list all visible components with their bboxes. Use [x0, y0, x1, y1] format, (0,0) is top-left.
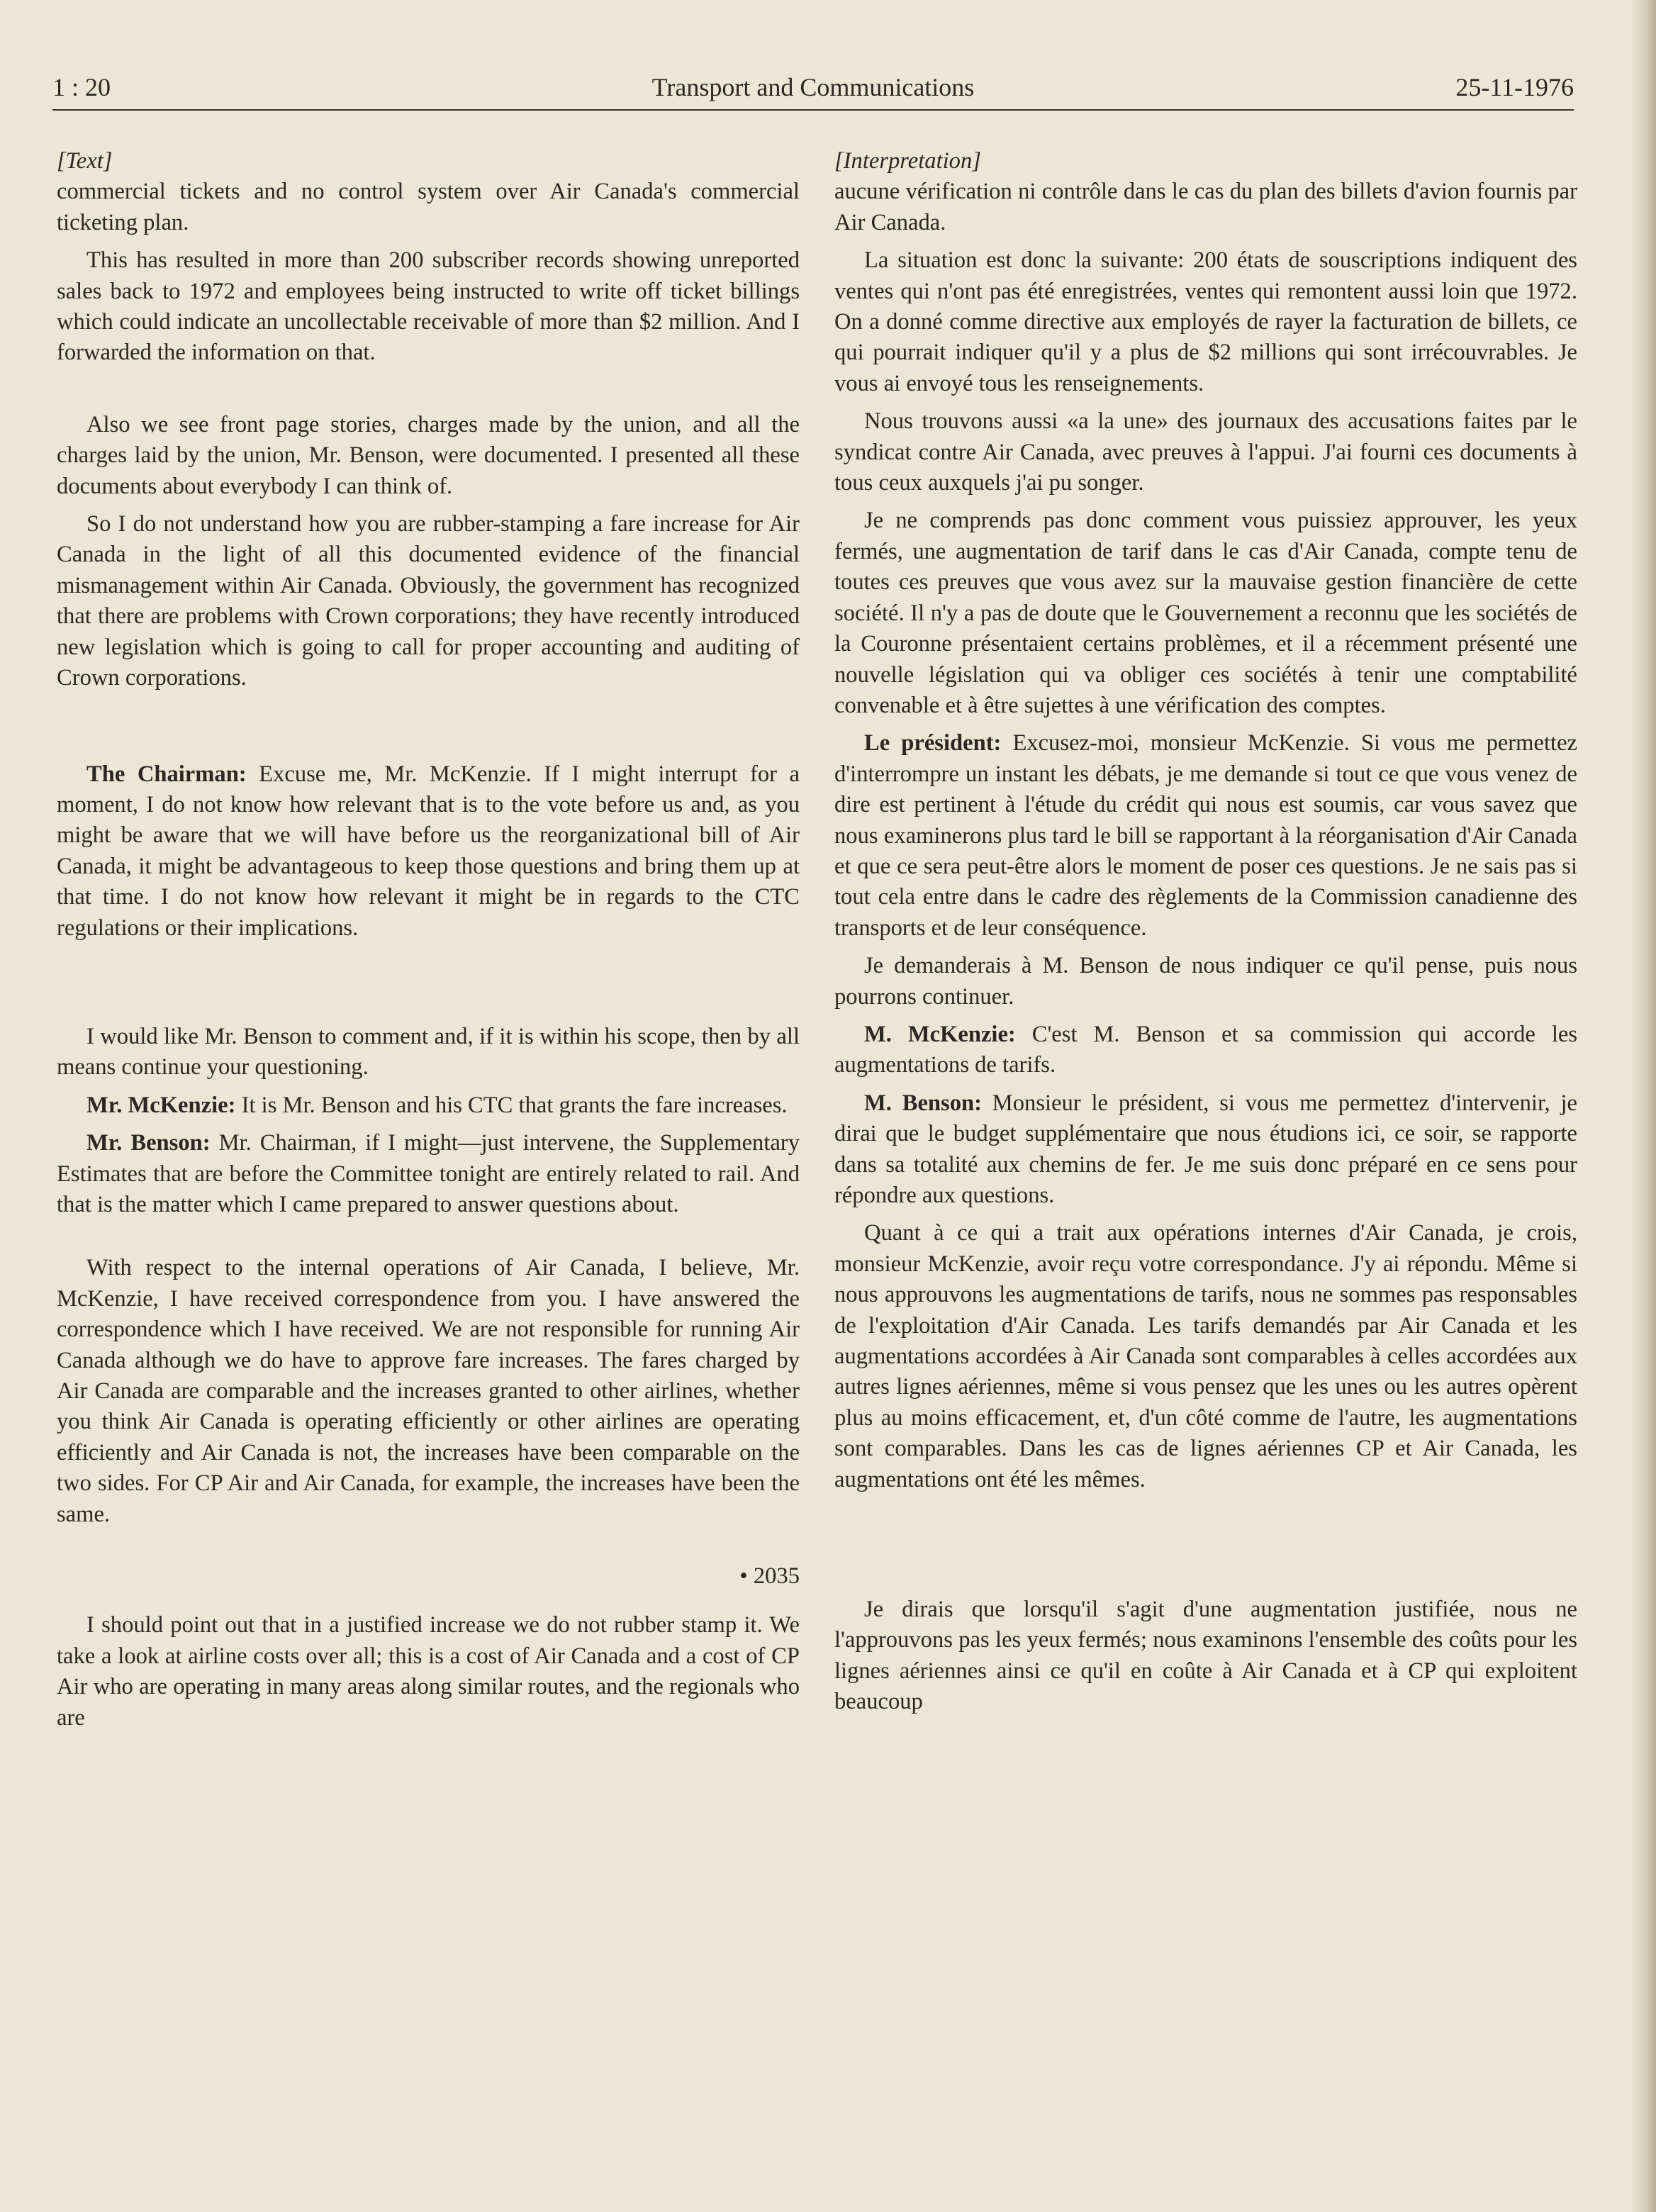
paragraph: Nous trouvons aussi «a la une» des journaux des accusations faites par le syndicat contre Air Canada, avec preuves à l'appui. J'ai fourni ces documents à tous ceux auxquels j'ai pu songer.	[834, 408, 1577, 496]
speaker-name: Mr. Benson:	[86, 1130, 211, 1156]
paragraph: With respect to the internal operations of Air Canada, I believe, Mr. McKenzie, I have received correspondence from you. I have answered the correspondence which I have received. We are not responsible for running Air Canada although we do have to approve fare increases. The fares charged by Air Canada are comparable and the increases granted to other airlines, whether you think Air Canada is operating efficiently or other airlines are operating efficiently and Air Canada is not, the increases have been comparable on the two sides. For CP Air and Air Canada, for example, the increases have been the same.	[57, 1255, 800, 1527]
page-date: 25-11-1976	[1455, 73, 1574, 101]
speech-text: Excusez-moi, monsieur McKenzie. Si vous me permettez d'interrompre un instant les débats, je me demande si tout ce que vous venez de dire est pertinent à l'étude du crédit qui nous est soumis, car vous savez que nous examinerons plus tard le bill se rapportant à la réorganisation d'Air Canada et que ce sera peut-être alors le moment de poser ces questions. Je ne sais pas si tout cela entre dans le cadre des règlements de la Commission canadienne des transports et de leur conséquence.	[834, 730, 1577, 941]
speaker-name: M. Benson:	[864, 1090, 982, 1116]
paragraph: Je dirais que lorsqu'il s'agit d'une augmentation justifiée, nous ne l'approuvons pas les yeux fermés; nous examinons l'ensemble des coûts pour les lignes aériennes ainsi ce qu'il en coûte à Air Canada et à CP qui exploitent beaucoup	[834, 1597, 1577, 1715]
speaker-name: Mr. McKenzie:	[86, 1092, 236, 1118]
speaker-paragraph	[834, 1088, 1577, 1212]
speaker-name: The Chairman:	[86, 761, 247, 787]
running-title: Transport and Communications	[651, 73, 975, 101]
speaker-name: Le président:	[864, 730, 1002, 756]
english-column	[57, 146, 800, 1733]
speaker-paragraph	[834, 728, 1577, 944]
time-marker: • 2035	[739, 1563, 800, 1590]
speech-text: It is Mr. Benson and his CTC that grants the fare increases.	[235, 1092, 788, 1118]
column-label: [Interpretation]	[834, 148, 981, 174]
page-edge-shadow	[1630, 0, 1656, 2212]
speaker-paragraph	[834, 1020, 1577, 1081]
paragraph: commercial tickets and no control system over Air Canada's commercial ticketing plan.	[57, 179, 800, 235]
speaker-paragraph	[57, 759, 800, 944]
speech-text: Mr. Chairman, if I might—just intervene, the Supplementary Estimates that are before the Committee tonight are entirely related to rail. And that is the matter which I came prepared to answer questions about.	[57, 1130, 800, 1217]
paragraph: Quant à ce qui a trait aux opérations internes d'Air Canada, je crois, monsieur McKenzie, avoir reçu votre correspondance. J'y ai répondu. Même si nous approuvons les augmentations de tarifs, nous ne sommes pas responsables de l'exploitation d'Air Canada. Les tarifs demandés par Air Canada et les augmentations accordées à Air Canada sont comparables à celles accordées aux autres lignes aériennes, même si vous pensez que les unes ou les autres opèrent plus au moins efficacement, et, d'un côté comme de l'autre, les augmentations sont comparables. Dans les cas de lignes aériennes CP et Air Canada, les augmentations ont été les mêmes.	[834, 1220, 1577, 1492]
column-label: [Text]	[57, 148, 113, 174]
paragraph: Je ne comprends pas donc comment vous puissiez approuver, les yeux fermés, une augmentation de tarif dans le cas d'Air Canada, compte tenu de toutes ces preuves que vous avez sur la mauvaise gestion financière de cette société. Il n'y a pas de doute que le Gouvernement a reconnu que les sociétés de la Couronne présentaient certains problèmes, et il a récemment présenté une nouvelle législation qui va obliger ces sociétés à tenir une comptabilité convenable et à être sujettes à une vérification des comptes.	[834, 508, 1577, 718]
page-header	[52, 69, 1574, 111]
paragraph: Also we see front page stories, charges made by the union, and all the charges laid by the union, Mr. Benson, were documented. I presented all these documents about everybody I can think of.	[57, 411, 800, 499]
speaker-name: M. McKenzie:	[864, 1021, 1016, 1047]
paragraph: So I do not understand how you are rubber-stamping a fare increase for Air Canada in the light of all this documented evidence of the financial mismanagement within Air Canada. Obviously, the government has recognized that there are problems with Crown corporations; they have recently introduced new legislation which is going to call for proper accounting and auditing of Crown corporations.	[57, 511, 800, 691]
paragraph: I should point out that in a justified increase we do not rubber stamp it. We take a look at airline costs over all; this is a cost of Air Canada and a cost of CP Air who are operating in many areas along similar routes, and the regionals who are	[57, 1612, 800, 1731]
speaker-paragraph	[57, 1128, 800, 1220]
paragraph: This has resulted in more than 200 subscriber records showing unreported sales back to 1972 and employees being instructed to write off ticket billings which could indicate an uncollectable receivable of more than $2 million. And I forwarded the information on that.	[57, 247, 800, 366]
paragraph: La situation est donc la suivante: 200 états de souscriptions indiquent des ventes qui n'ont pas été enregistrées, ventes qui remontent aussi loin que 1972. On a donné comme directive aux employés de rayer la facturation de billets, ce qui pourrait indiquer qu'il y a plus de $2 millions qui sont irrécouvrables. Je vous ai envoyé tous les renseignements.	[834, 247, 1577, 396]
page-number: 1 : 20	[52, 73, 111, 101]
speech-text: C'est M. Benson et sa commission qui accorde les augmentations de tarifs.	[834, 1021, 1578, 1078]
speech-text: Monsieur le président, si vous me permettez d'intervenir, je dirai que le budget supplémentaire que nous étudions ici, ce soir, se rapporte dans sa totalité aux chemins de fer. Je me suis donc préparé en ce sens pour répondre aux questions.	[834, 1090, 1578, 1208]
french-column	[834, 146, 1577, 1718]
paragraph: I would like Mr. Benson to comment and, if it is within his scope, then by all means continue your questioning.	[57, 1023, 800, 1080]
paragraph: Je demanderais à M. Benson de nous indiquer ce qu'il pense, puis nous pourrons continuer.	[834, 953, 1577, 1010]
speaker-paragraph	[57, 1090, 800, 1121]
paragraph: aucune vérification ni contrôle dans le cas du plan des billets d'avion fournis par Air Canada.	[834, 179, 1577, 235]
speech-text: Excuse me, Mr. McKenzie. If I might interrupt for a moment, I do not know how relevant that is to the vote before us and, as you might be aware that we will have before us the reorganizational bill of Air Canada, it might be advantageous to keep those questions and bring them up at that time. I do not know how relevant it might be in regards to the CTC regulations or their implications.	[57, 761, 800, 941]
